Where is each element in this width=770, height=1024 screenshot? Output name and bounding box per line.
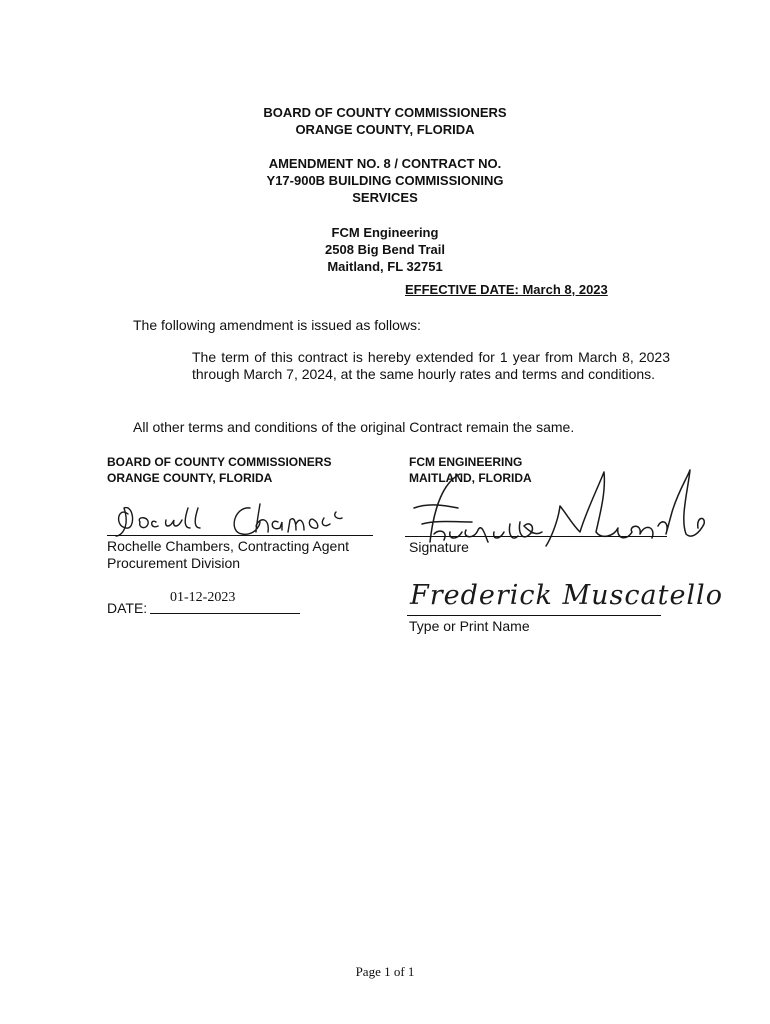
vendor-printed-name: Frederick Muscatello xyxy=(410,580,723,611)
vendor-street: 2508 Big Bend Trail xyxy=(325,242,445,257)
county-block-title1: BOARD OF COUNTY COMMISSIONERS xyxy=(107,455,332,469)
amendment-title-line3: SERVICES xyxy=(352,190,418,205)
vendor-signature-label: Signature xyxy=(409,539,469,555)
date-label: DATE: xyxy=(107,600,148,616)
county-signature-line xyxy=(107,535,373,536)
amendment-title-line2: Y17-900B BUILDING COMMISSIONING xyxy=(266,173,504,188)
vendor-city: Maitland, FL 32751 xyxy=(327,259,443,274)
header-county: ORANGE COUNTY, FLORIDA xyxy=(295,122,475,137)
page-number: Page 1 of 1 xyxy=(355,964,415,979)
intro-text: The following amendment is issued as follows: xyxy=(133,317,421,333)
vendor-print-label: Type or Print Name xyxy=(409,618,530,634)
vendor-block-title2: MAITLAND, FLORIDA xyxy=(409,471,532,485)
county-block-title2: ORANGE COUNTY, FLORIDA xyxy=(107,471,273,485)
vendor-block-title1: FCM ENGINEERING xyxy=(409,455,523,469)
county-signer-division: Procurement Division xyxy=(107,555,241,571)
vendor-signature-line xyxy=(405,536,667,537)
date-line xyxy=(150,613,300,614)
amendment-text: The term of this contract is hereby extended for 1 year from March 8, 2023 through March 7, 2024, at the same hourly rates and terms and conditions. xyxy=(192,349,670,382)
closing-text: All other terms and conditions of the original Contract remain the same. xyxy=(133,419,575,435)
vendor-name: FCM Engineering xyxy=(331,225,439,240)
county-signature xyxy=(110,496,370,540)
date-value: 01-12-2023 xyxy=(170,590,236,605)
header-board: BOARD OF COUNTY COMMISSIONERS xyxy=(263,105,507,120)
vendor-print-line xyxy=(407,615,661,616)
effective-date: EFFECTIVE DATE: March 8, 2023 xyxy=(405,282,608,297)
amendment-title-line1: AMENDMENT NO. 8 / CONTRACT NO. xyxy=(268,156,502,171)
county-signer-name: Rochelle Chambers, Contracting Agent xyxy=(107,538,350,554)
